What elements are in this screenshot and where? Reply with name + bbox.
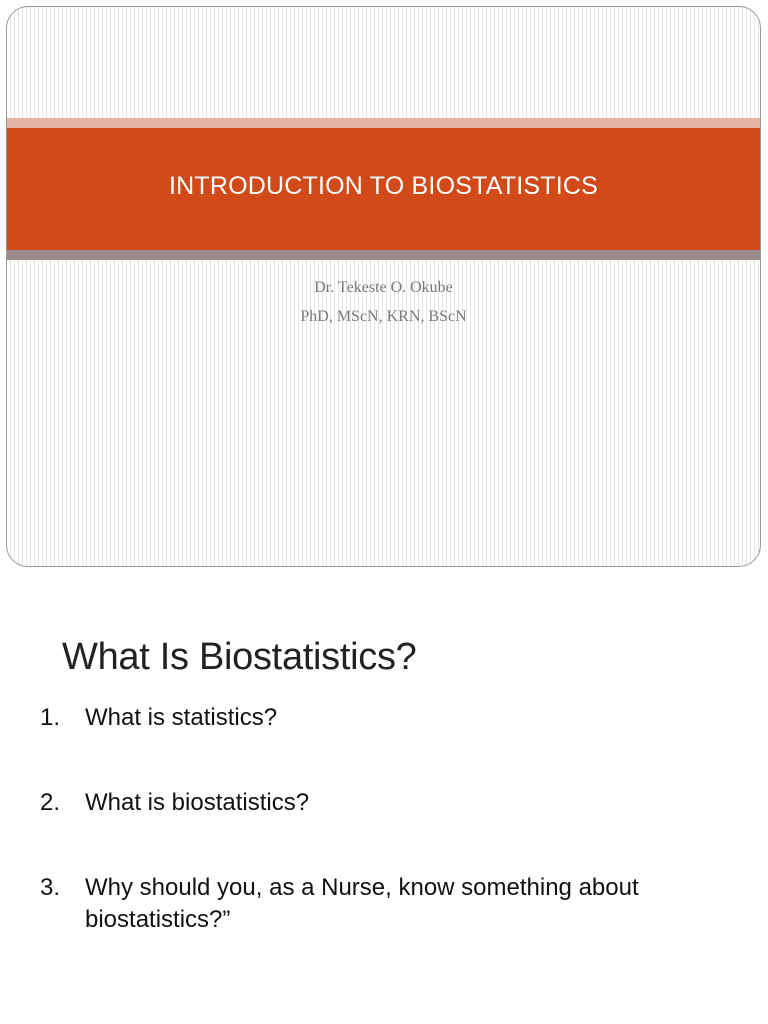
list-item-text: What is statistics? [85, 704, 278, 731]
list-item-number: 3. [40, 874, 61, 901]
subtitle-block [7, 273, 760, 331]
list-item-text: What is biostatistics? [85, 789, 310, 816]
list-item-number: 2. [40, 789, 61, 816]
content-slide-title: What Is Biostatistics? [62, 636, 417, 678]
list-item [40, 702, 720, 734]
author-credentials: PhD, MScN, KRN, BScN [300, 308, 467, 325]
author-name: Dr. Tekeste O. Okube [314, 279, 453, 296]
title-slide [6, 6, 761, 567]
list-item [40, 872, 720, 936]
list-item-number: 1. [40, 704, 61, 731]
list-item-text: Why should you, as a Nurse, know something about biostatistics?” [85, 874, 639, 933]
title-lower-band [7, 250, 760, 260]
content-slide [0, 590, 768, 1010]
title-upper-band [7, 118, 760, 128]
question-list [40, 702, 720, 936]
title-band [7, 128, 760, 250]
list-item [40, 787, 720, 819]
slide-title: INTRODUCTION TO BIOSTATISTICS [169, 171, 598, 200]
